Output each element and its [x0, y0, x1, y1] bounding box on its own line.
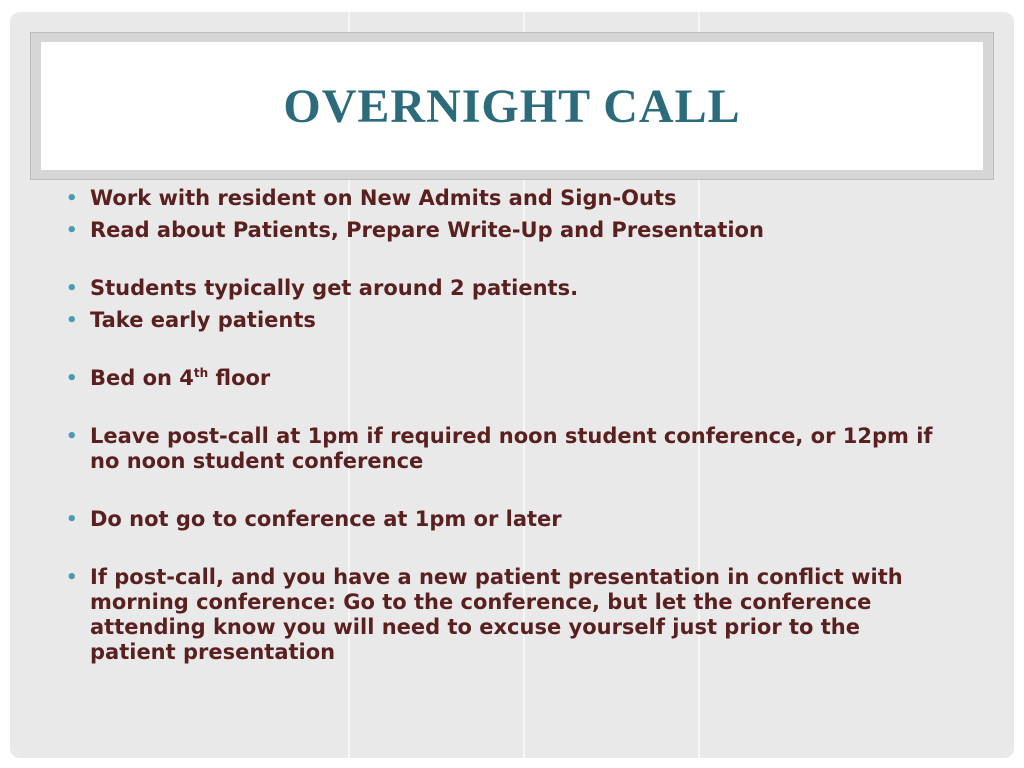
title-box: [41, 42, 983, 170]
bullet-item: [62, 218, 952, 243]
bullet-text: Students typically get around 2 patients.: [90, 276, 579, 300]
bullet-list: [62, 186, 952, 665]
bullet-item: [62, 507, 952, 532]
bullet-dot-icon: •: [66, 368, 78, 389]
bullet-item: [62, 186, 952, 211]
bullet-item: [62, 308, 952, 333]
bullet-text: Work with resident on New Admits and Sign-Outs: [90, 186, 677, 210]
bullet-text: Take early patients: [90, 308, 316, 332]
bullet-item: [62, 276, 952, 301]
bullet-text: If post-call, and you have a new patient presentation in conflict with morning conference: Go to the conference, but let the conference attending know you will need to excuse yourself just prior to the patient presentation: [90, 565, 903, 664]
title-frame: [30, 32, 994, 180]
bullet-item: [62, 366, 952, 391]
bullet-superscript: th: [193, 366, 209, 380]
bullet-dot-icon: •: [66, 188, 78, 209]
bullet-dot-icon: •: [66, 278, 78, 299]
bullet-dot-icon: •: [66, 220, 78, 241]
bullet-dot-icon: •: [66, 567, 78, 588]
bullet-item: [62, 424, 952, 474]
bullet-dot-icon: •: [66, 310, 78, 331]
bullet-dot-icon: •: [66, 509, 78, 530]
bullet-text: Do not go to conference at 1pm or later: [90, 507, 562, 531]
bullet-item: [62, 565, 952, 665]
bullet-dot-icon: •: [66, 426, 78, 447]
bullet-text-before: Bed on 4: [90, 366, 194, 390]
bullet-text: Read about Patients, Prepare Write-Up and Presentation: [90, 218, 764, 242]
slide-title: OVERNIGHT CALL: [283, 79, 741, 133]
bullet-text: Leave post-call at 1pm if required noon student conference, or 12pm if no noon student conference: [90, 424, 933, 473]
bullet-text-after: floor: [208, 366, 271, 390]
